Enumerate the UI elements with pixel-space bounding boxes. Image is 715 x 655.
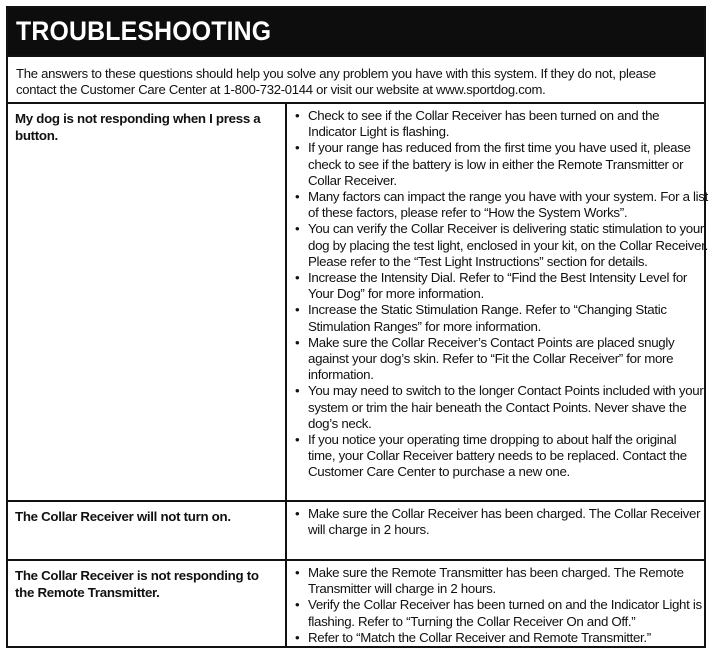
answer-item	[295, 506, 701, 538]
bullet-icon: •	[295, 629, 300, 645]
answer-line: You can verify the Collar Receiver is delivering static stimulation to your	[308, 221, 705, 237]
answer-line: Stimulation Ranges” for more information.	[308, 318, 541, 334]
bullet-icon: •	[295, 221, 300, 237]
answer-line: flashing. Refer to “Turning the Collar Receiver On and Off.”	[308, 613, 636, 629]
intro-line: contact the Customer Care Center at 1-800-732-0144 or visit our website at www.sportdog.com.	[16, 82, 546, 97]
bullet-icon: •	[295, 597, 300, 613]
answer-list	[295, 108, 709, 481]
question-cell	[8, 104, 286, 501]
answer-line: information.	[308, 367, 374, 383]
answer-line: Many factors can impact the range you have with your system. For a list	[308, 189, 709, 205]
answer-line: Transmitter will charge in 2 hours.	[308, 581, 496, 597]
answer-line: time, your Collar Receiver battery needs to be replaced. Contact the	[308, 448, 687, 464]
answer-item	[295, 221, 708, 270]
answer-item	[295, 140, 698, 189]
answer-line: Collar Receiver.	[308, 172, 397, 188]
answer-line: If your range has reduced from the first time you have used it, please	[308, 140, 691, 156]
answer-list	[295, 506, 701, 538]
bullet-icon: •	[295, 270, 300, 286]
answer-line: against your dog’s skin. Refer to “Fit the Collar Receiver” for more	[308, 351, 674, 367]
question-cell	[8, 501, 286, 560]
answer-line: Indicator Light is flashing.	[308, 124, 450, 140]
answer-item	[295, 630, 698, 646]
table-row	[8, 501, 704, 560]
bullet-icon: •	[295, 140, 300, 156]
answer-line: Increase the Intensity Dial. Refer to “Find the Best Intensity Level for	[308, 270, 688, 286]
title-bar	[8, 8, 704, 57]
answer-line: Make sure the Collar Receiver’s Contact Points are placed snugly	[308, 334, 675, 350]
answer-line: dog’s neck.	[308, 415, 372, 431]
answer-item	[295, 270, 698, 302]
bullet-icon: •	[295, 189, 300, 205]
bullet-icon: •	[295, 302, 300, 318]
answer-item	[295, 565, 698, 597]
answer-line: Increase the Static Stimulation Range. Refer to “Changing Static	[308, 302, 667, 318]
answer-item	[295, 108, 698, 140]
question-line: The Collar Receiver will not turn on.	[15, 509, 231, 524]
page-title: TROUBLESHOOTING	[16, 16, 272, 46]
answer-line: You may need to switch to the longer Contact Points included with your	[308, 383, 704, 399]
answer-line: Make sure the Collar Receiver has been charged. The Collar Receiver	[308, 506, 701, 521]
bullet-icon: •	[295, 108, 300, 123]
intro-line: The answers to these questions should help you solve any problem you have with this system. If they do not, please	[16, 66, 656, 81]
answer-line: check to see if the battery is low in either the Remote Transmitter or	[308, 156, 684, 172]
table-row	[8, 560, 704, 646]
answer-cell	[286, 560, 704, 646]
question-line: My dog is not responding when I press a	[15, 111, 261, 126]
answer-item	[295, 383, 704, 432]
answer-line: Customer Care Center to purchase a new one.	[308, 464, 570, 480]
answer-cell	[286, 104, 709, 501]
troubleshooting-table	[8, 104, 709, 646]
answer-line: Verify the Collar Receiver has been turned on and the Indicator Light is	[308, 597, 702, 613]
answer-line: Your Dog” for more information.	[308, 286, 484, 302]
answer-line: system or trim the hair beneath the Contact Points. Never shave the	[308, 399, 687, 415]
answer-line: Check to see if the Collar Receiver has been turned on and the	[308, 108, 660, 123]
question-line: button.	[15, 128, 58, 143]
answer-line: Please refer to the “Test Light Instructions” section for details.	[308, 253, 648, 269]
answer-line: of these factors, please refer to “How the System Works”.	[308, 205, 628, 221]
answer-item	[295, 335, 698, 384]
answer-item	[295, 432, 698, 481]
answer-line: If you notice your operating time dropping to about half the original	[308, 432, 677, 448]
answer-item	[295, 189, 709, 221]
bullet-icon: •	[295, 565, 300, 580]
bullet-icon: •	[295, 383, 300, 399]
troubleshooting-panel	[6, 6, 709, 648]
bullet-icon: •	[295, 506, 300, 521]
question-line: the Remote Transmitter.	[15, 585, 160, 600]
answer-line: Make sure the Remote Transmitter has been charged. The Remote	[308, 565, 684, 580]
answer-cell	[286, 501, 704, 560]
answer-line: Refer to “Match the Collar Receiver and Remote Transmitter.”	[308, 629, 651, 645]
answer-list	[295, 565, 702, 646]
table-row	[8, 104, 704, 501]
bullet-icon: •	[295, 432, 300, 448]
question-line: The Collar Receiver is not responding to	[15, 568, 259, 583]
answer-line: will charge in 2 hours.	[308, 522, 430, 538]
bullet-icon: •	[295, 334, 300, 350]
question-cell	[8, 560, 286, 646]
intro-paragraph	[8, 57, 704, 104]
answer-item	[295, 302, 698, 334]
answer-item	[295, 597, 702, 629]
answer-line: dog by placing the test light, enclosed in your kit, on the Collar Receiver.	[308, 237, 708, 253]
